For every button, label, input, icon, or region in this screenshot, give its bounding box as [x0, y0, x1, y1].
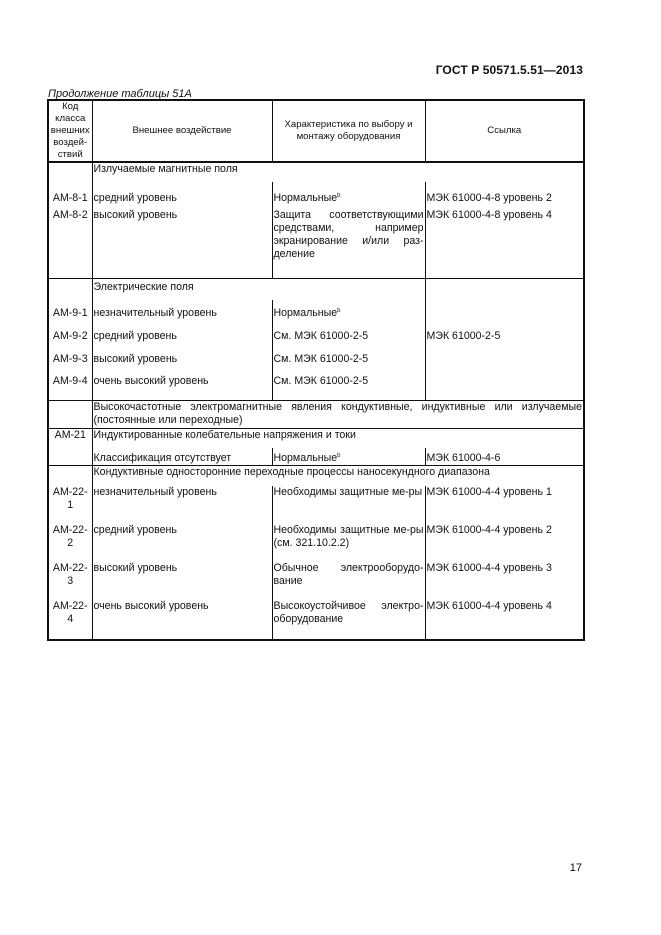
header-influence: Внешнее воздействие: [92, 100, 272, 162]
group-code-cell: [48, 400, 92, 428]
row-reference: МЭК 61000-4-6: [425, 448, 584, 465]
group-title: Электрические поля: [92, 278, 425, 300]
row-influence: высокий уровень: [92, 209, 272, 278]
row-influence: Классификация отсутствует: [92, 448, 272, 465]
header-characteristic: Характеристика по выбору и монтажу оборудования: [272, 100, 425, 162]
row-characteristic: Необходимы защитные ме-ры: [272, 486, 425, 524]
footnote-mark: b: [337, 452, 341, 459]
row-reference: МЭК 61000-4-4 уровень 3: [425, 562, 584, 600]
row-code: АМ-8-1: [48, 182, 92, 209]
reference-cell: [425, 346, 584, 369]
row-characteristic: См. МЭК 61000-2-5: [272, 369, 425, 400]
row-characteristic: Необходимы защитные ме-ры (см. 321.10.2.2): [272, 524, 425, 562]
row-characteristic: Обычное электрооборудо-вание: [272, 562, 425, 600]
row-code: АМ-9-4: [48, 369, 92, 400]
footnote-mark: b: [337, 193, 341, 199]
characteristic-text: Нормальные: [273, 192, 338, 204]
row-reference: МЭК 61000-4-8 уровень 4: [425, 209, 584, 278]
row-reference: МЭК 61000-4-4 уровень 1: [425, 486, 584, 524]
row-characteristic: См. МЭК 61000-2-5: [272, 346, 425, 369]
row-characteristic: [272, 448, 425, 465]
row-influence: очень высокий уровень: [92, 600, 272, 640]
row-influence: средний уровень: [92, 524, 272, 562]
row-code: АМ-9-1: [48, 300, 92, 323]
row-code: АМ-8-2: [48, 209, 92, 278]
table-caption: Продолжение таблицы 51А: [48, 88, 192, 100]
reference-cell: [425, 300, 584, 323]
row-code: АМ-22-3: [48, 562, 92, 600]
group-code-cell: [48, 465, 92, 486]
reference-cell: [425, 369, 584, 400]
row-influence: средний уровень: [92, 323, 272, 346]
header-code: Код класса внешних воздей-ствий: [48, 100, 92, 162]
row-code: АМ-9-2: [48, 323, 92, 346]
group-title: Высокочастотные электромагнитные явления кондуктивные, индуктивные или излучаемые (постоянные или переходные): [92, 400, 584, 428]
group-title: Индуктированные колебательные напряжения и токи: [92, 428, 584, 448]
row-characteristic: Защита соответствующими средствами, например экранирование и/или раз-деление: [272, 209, 425, 278]
row-reference: МЭК 61000-2-5: [425, 323, 584, 346]
row-influence: незначительный уровень: [92, 300, 272, 323]
document-code: ГОСТ Р 50571.5.51—2013: [435, 63, 583, 77]
group-code-cell: [48, 162, 92, 182]
row-characteristic: [272, 182, 425, 209]
row-influence: незначительный уровень: [92, 486, 272, 524]
row-code: АМ-22-4: [48, 600, 92, 640]
influences-table: [47, 99, 585, 641]
group-code-cell: [48, 278, 92, 300]
row-reference: МЭК 61000-4-8 уровень 2: [425, 182, 584, 209]
row-reference: МЭК 61000-4-4 уровень 4: [425, 600, 584, 640]
page-number: 17: [569, 862, 582, 874]
row-code: АМ-21: [48, 428, 92, 448]
characteristic-text: Нормальные: [273, 451, 338, 464]
row-influence: средний уровень: [92, 182, 272, 209]
row-characteristic: [272, 300, 425, 323]
row-influence: очень высокий уровень: [92, 369, 272, 400]
row-code: АМ-9-3: [48, 346, 92, 369]
group-title: Излучаемые магнитные поля: [92, 162, 584, 182]
row-code: АМ-22-2: [48, 524, 92, 562]
row-code: АМ-22-1: [48, 486, 92, 524]
header-reference: Ссылка: [425, 100, 584, 162]
row-influence: высокий уровень: [92, 562, 272, 600]
reference-cell: [425, 278, 584, 300]
row-characteristic: См. МЭК 61000-2-5: [272, 323, 425, 346]
row-influence: высокий уровень: [92, 346, 272, 369]
group-code-cell: [48, 448, 92, 465]
row-reference: МЭК 61000-4-4 уровень 2: [425, 524, 584, 562]
group-title: Кондуктивные односторонние переходные процессы наносекундного диапазона: [92, 465, 584, 486]
footnote-mark: b: [337, 308, 341, 314]
row-characteristic: Высокоустойчивое электро-оборудование: [272, 600, 425, 640]
characteristic-text: Нормальные: [273, 307, 338, 319]
